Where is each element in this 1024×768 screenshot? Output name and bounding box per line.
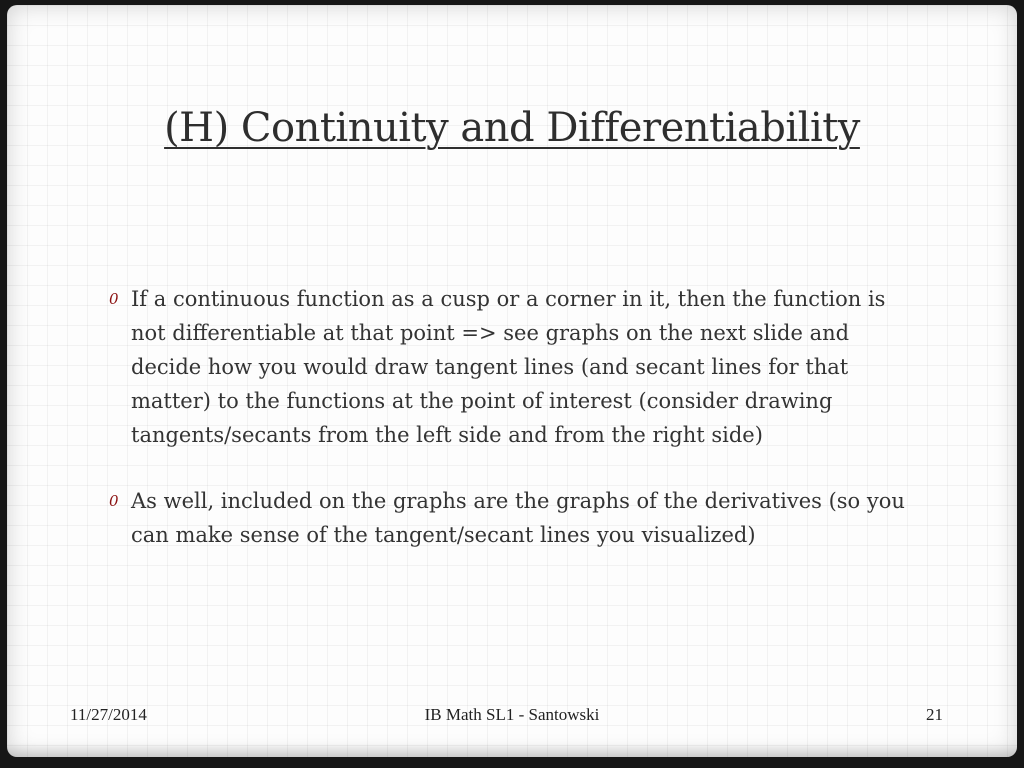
slide	[7, 5, 1017, 757]
footer-title: IB Math SL1 - Santowski	[424, 705, 600, 724]
footer-date: 11/27/2014	[70, 705, 147, 724]
footer-page-number: 21	[926, 705, 943, 724]
bullet-item	[107, 484, 912, 552]
bullet-marker-icon: 0	[109, 290, 119, 308]
slide-title: (H) Continuity and Differentiability	[164, 105, 860, 151]
slide-bottom-shade	[7, 743, 1017, 757]
bullet-item	[107, 282, 912, 452]
bullet-text: As well, included on the graphs are the graphs of the derivatives (so you can make sense of the tangent/secant lines you visualized)	[131, 489, 905, 547]
bullet-marker-icon: 0	[109, 492, 119, 510]
slide-content	[107, 282, 912, 584]
bullet-text: If a continuous function as a cusp or a corner in it, then the function is not differentiable at that point => see graphs on the next slide and decide how you would draw tangent lines (and secant lines for that matter) to the functions at the point of interest (consider drawing tangents/secants from the left side and from the right side)	[131, 287, 886, 447]
